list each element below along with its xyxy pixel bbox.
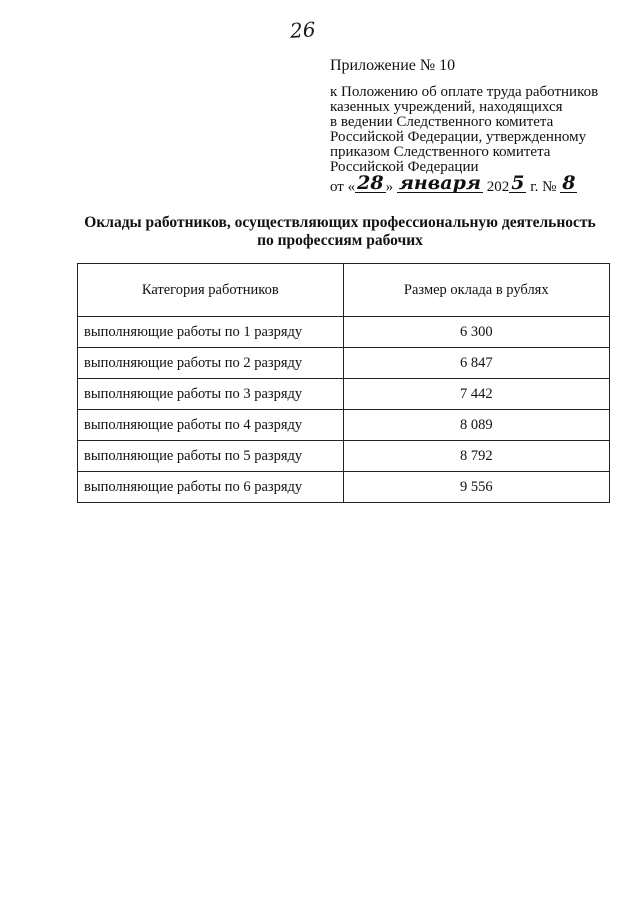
appendix-title: Приложение № 10 — [330, 57, 456, 74]
table-row — [78, 410, 610, 441]
row-salary: 9 556 — [343, 472, 609, 503]
basis-line: приказом Следственного комитета — [330, 144, 551, 160]
row-salary: 8 089 — [343, 410, 609, 441]
handwritten-month: января — [398, 172, 481, 194]
handwritten-order-number: 8 — [562, 172, 576, 194]
table-row — [78, 379, 610, 410]
date-year-suffix: г. № — [530, 179, 557, 195]
handwritten-year-digit: 5 — [511, 172, 525, 194]
row-salary: 6 300 — [343, 317, 609, 348]
appendix-basis — [330, 85, 630, 175]
date-mid: » — [385, 179, 394, 195]
row-salary: 6 847 — [343, 348, 609, 379]
row-category: выполняющие работы по 5 разряду — [78, 441, 344, 472]
basis-line: Российской Федерации, утвержденному — [330, 129, 587, 145]
document-title — [60, 214, 620, 250]
row-category: выполняющие работы по 6 разряду — [78, 472, 344, 503]
row-category: выполняющие работы по 3 разряду — [78, 379, 344, 410]
table-header-row — [78, 264, 610, 317]
handwritten-day: 28 — [357, 172, 384, 194]
document-title-line: по профессиям рабочих — [257, 232, 423, 249]
table-row — [78, 348, 610, 379]
basis-line: в ведении Следственного комитета — [330, 114, 554, 130]
date-year-prefix: 202 — [486, 179, 510, 195]
basis-line: к Положению об оплате труда работников — [330, 84, 599, 100]
date-prefix: от « — [330, 179, 356, 195]
appendix-header — [330, 58, 630, 195]
page-number: 26 — [289, 17, 317, 43]
basis-line: казенных учреждений, находящихся — [330, 99, 563, 115]
header-category: Категория работников — [78, 264, 344, 317]
approval-date-line — [330, 172, 630, 195]
row-category: выполняющие работы по 2 разряду — [78, 348, 344, 379]
row-category: выполняющие работы по 4 разряду — [78, 410, 344, 441]
salary-table — [77, 263, 610, 503]
row-category: выполняющие работы по 1 разряду — [78, 317, 344, 348]
table-row — [78, 317, 610, 348]
document-title-line: Оклады работников, осуществляющих профессиональную деятельность — [84, 214, 596, 231]
basis-line: Российской Федерации — [330, 159, 479, 175]
row-salary: 8 792 — [343, 441, 609, 472]
header-salary: Размер оклада в рублях — [343, 264, 609, 317]
table-row — [78, 472, 610, 503]
table-row — [78, 441, 610, 472]
row-salary: 7 442 — [343, 379, 609, 410]
